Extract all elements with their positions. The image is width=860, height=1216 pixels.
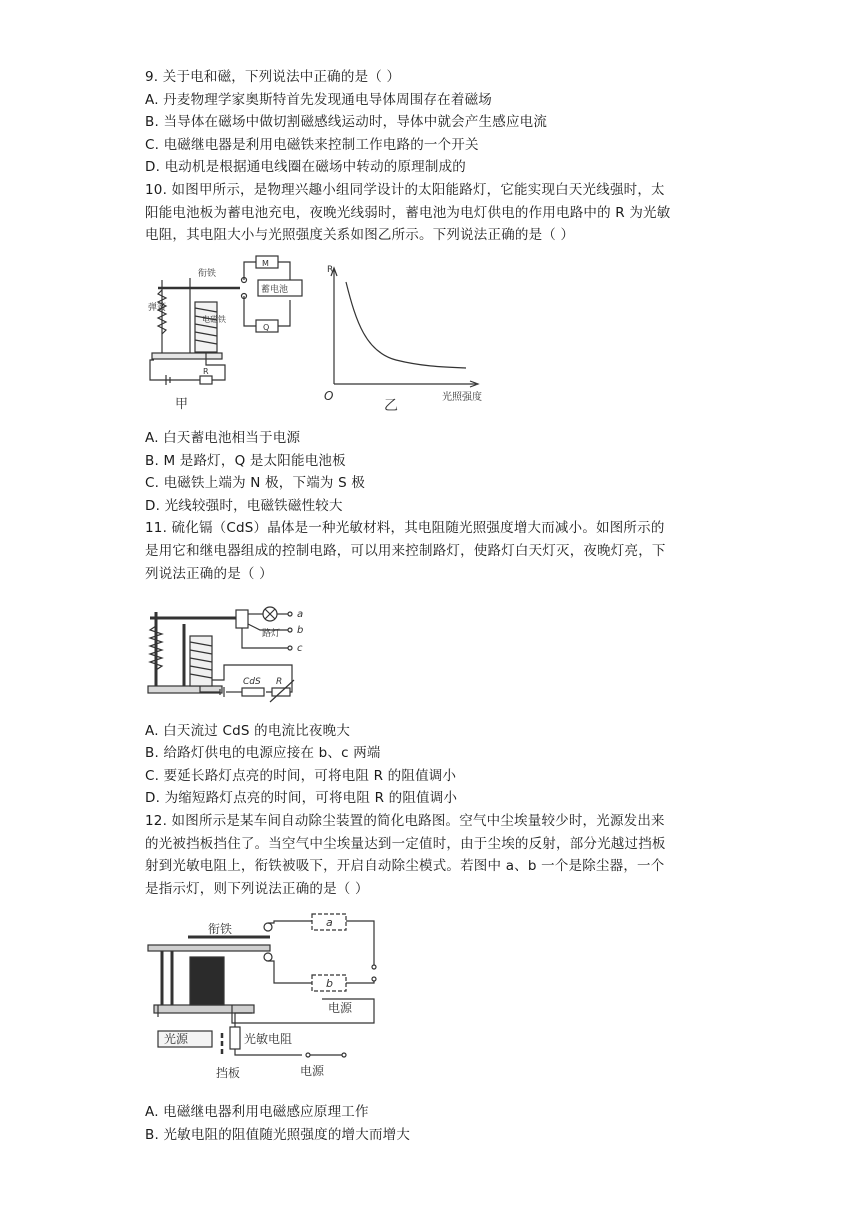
q11-option-a: A. 白天流过 CdS 的电流比夜晚大	[145, 723, 351, 739]
label-r: R	[276, 677, 283, 687]
q10-option-a: A. 白天蓄电池相当于电源	[145, 430, 301, 446]
y-axis-label: R	[327, 265, 334, 275]
label-b: b	[297, 625, 304, 636]
label-a: a	[297, 609, 304, 620]
label-lamp: 路灯	[262, 629, 281, 639]
q10-stem-line-3: 电阻，其电阻大小与光照强度关系如图乙所示。下列说法正确的是（ ）	[145, 227, 575, 243]
label-light-source: 光源	[164, 1032, 189, 1046]
r-curve	[346, 282, 466, 368]
q10-option-b: B. M 是路灯，Q 是太阳能电池板	[145, 453, 346, 469]
q11-stem-line-1: 11. 硫化镉（CdS）晶体是一种光敏材料，其电阻随光照强度增大而减小。如图所示的	[145, 520, 665, 536]
q12-figure	[142, 905, 387, 1085]
q11-option-b: B. 给路灯供电的电源应接在 b、c 两端	[145, 745, 381, 761]
top-plate	[148, 945, 270, 951]
label-electromagnet: 电磁铁	[202, 315, 226, 324]
q11-stem-line-2: 是用它和继电器组成的控制电路，可以用来控制路灯，使路灯白天灯灭，夜晚灯亮，下	[145, 543, 666, 559]
q10-figure-jia	[140, 250, 320, 420]
origin-label: O	[324, 389, 334, 403]
label-yi: 乙	[384, 398, 398, 412]
base-plate	[154, 1005, 254, 1013]
r-resistor	[200, 376, 212, 384]
q10-option-c: C. 电磁铁上端为 N 极，下端为 S 极	[145, 475, 366, 491]
q12-option-a: A. 电磁继电器利用电磁感应原理工作	[145, 1104, 369, 1120]
photoresistor-body	[230, 1027, 240, 1049]
q10-option-d: D. 光线较强时，电磁铁磁性较大	[145, 498, 343, 514]
label-c: c	[297, 643, 303, 654]
label-q: Q	[263, 323, 270, 332]
label-baffle: 挡板	[216, 1066, 241, 1080]
label-power-1: 电源	[328, 1001, 353, 1015]
contact-block	[236, 610, 248, 628]
label-power-2: 电源	[300, 1064, 325, 1078]
label-cds: CdS	[243, 677, 261, 687]
spring-coil	[150, 626, 162, 670]
q10-figure-yi	[320, 262, 500, 412]
label-m: M	[262, 259, 269, 268]
q12-stem-line-4: 是指示灯，则下列说法正确的是（ ）	[145, 881, 369, 897]
q10-stem-line-1: 10. 如图甲所示，是物理兴趣小组同学设计的太阳能路灯，它能实现白天光线强时，太	[145, 182, 665, 198]
q11-figure	[142, 590, 312, 715]
q10-stem-line-2: 阳能电池板为蓄电池充电，夜晚光线弱时，蓄电池为电灯供电的作用电路中的 R 为光敏	[145, 205, 671, 221]
q11-stem-line-3: 列说法正确的是（ ）	[145, 566, 273, 582]
q9-option-c: C. 电磁继电器是利用电磁铁来控制工作电路的一个开关	[145, 137, 479, 153]
ctrl-wire-left	[150, 360, 200, 380]
q11-option-c: C. 要延长路灯点亮的时间，可将电阻 R 的阻值调小	[145, 768, 457, 784]
label-jia: 甲	[175, 397, 189, 412]
q9-stem: 9. 关于电和磁，下列说法中正确的是（ ）	[145, 69, 401, 85]
x-axis-label: 光照强度	[442, 392, 482, 403]
label-a: a	[326, 916, 333, 929]
q12-stem-line-2: 的光被挡板挡住了。当空气中尘埃量达到一定值时，由于尘埃的反射，部分光越过挡板	[145, 836, 666, 852]
q9-option-d: D. 电动机是根据通电线圈在磁场中转动的原理制成的	[145, 159, 466, 175]
label-spring: 弹簧	[148, 303, 167, 313]
electromagnet-body	[190, 957, 224, 1005]
cds-resistor	[242, 688, 264, 696]
q12-stem-line-1: 12. 如图所示是某车间自动除尘装置的简化电路图。空气中尘埃量较少时，光源发出来	[145, 813, 665, 829]
base-plate	[152, 353, 222, 359]
q12-option-b: B. 光敏电阻的阻值随光照强度的增大而增大	[145, 1127, 411, 1143]
q9-option-a: A. 丹麦物理学家奥斯特首先发现通电导体周围存在着磁场	[145, 92, 492, 108]
label-r: R	[203, 367, 209, 376]
q11-option-d: D. 为缩短路灯点亮的时间，可将电阻 R 的阻值调小	[145, 790, 458, 806]
label-armature: 衔铁	[198, 269, 217, 279]
q9-option-b: B. 当导体在磁场中做切割磁感线运动时，导体中就会产生感应电流	[145, 114, 548, 130]
label-photoresistor: 光敏电阻	[244, 1032, 293, 1046]
label-armature: 衔铁	[208, 922, 233, 936]
label-battery: 蓄电池	[261, 285, 289, 295]
q12-stem-line-3: 射到光敏电阻上，衔铁被吸下，开启自动除尘模式。若图中 a、b 一个是除尘器，一个	[145, 858, 665, 874]
label-b: b	[326, 977, 333, 990]
